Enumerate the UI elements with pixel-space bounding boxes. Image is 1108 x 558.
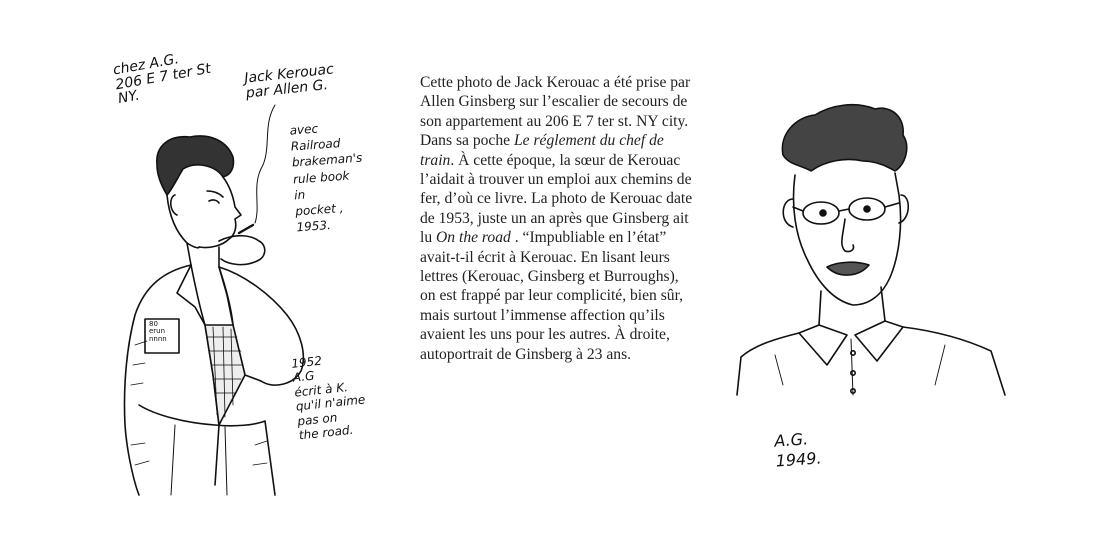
signature: A.G. 1949. (773, 429, 823, 471)
article-text (420, 73, 698, 364)
article-book-title: Le réglement du chef de train (420, 132, 664, 169)
article-segment-3: . “Impubliable en l’état” avait-t-il écrit à Kerouac. En lisant leurs lettres (Kerouac, Ginsberg et Burroughs), on est frappé par leur complicité, bien sûr, mais surtout l’immense affection qu’ils avaient les uns pour les autres. À droite, autoportrait de Ginsberg à 23 ans. (420, 229, 684, 363)
article-segment-2: . À cette époque, la sœur de Kerouac l’aidait à trouver un emploi aux chemins de fer, d’où ce livre. La photo de Kerouac date de 1953, juste un an après que Ginsberg ait lu (420, 151, 693, 247)
pocket-tag: 80 erun nnnn (149, 320, 167, 343)
ginsberg-self-portrait (735, 95, 1035, 495)
article-novel-title: On the road (436, 229, 511, 247)
caption-1952: 1952 A.G écrit à K. qu'il n'aime pas on the road. (290, 353, 366, 443)
article-segment-1: Cette photo de Jack Kerouac a été prise par Allen Ginsberg sur l’escalier de secours de son appartement au 206 E 7 ter st. NY city. Dans sa poche (420, 74, 691, 150)
article-paragraph (420, 73, 698, 364)
caption-pocket: avec Railroad brakeman's rule book in pocket , 1953. (289, 121, 363, 235)
caption-title: Jack Kerouac par Allen G. (243, 61, 335, 102)
kerouac-drawing (95, 45, 395, 495)
caption-address: chez A.G. 206 E 7 ter St NY. (111, 51, 213, 108)
